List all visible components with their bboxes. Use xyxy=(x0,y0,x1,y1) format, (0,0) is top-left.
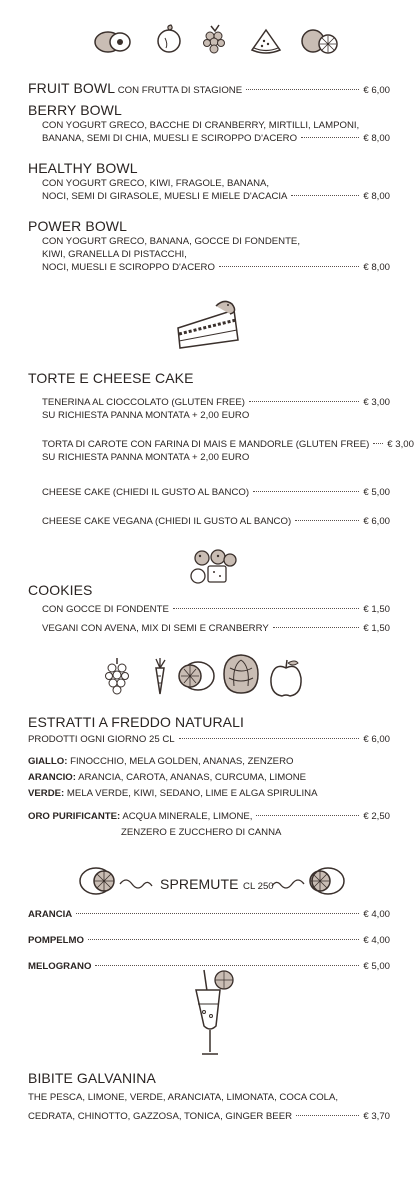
cake-item-3 xyxy=(28,486,390,499)
extracts-section xyxy=(28,714,390,839)
extracts-title: ESTRATTI A FREDDO NATURALI xyxy=(28,714,244,730)
cake-item-2 xyxy=(28,438,414,464)
fruit-bowl-name: FRUIT BOWL xyxy=(28,80,116,96)
cake-item-2-name: TORTA DI CAROTE CON FARINA DI MAIS E MANDORLE (GLUTEN FREE) xyxy=(42,439,370,450)
cookie-item-2-price: € 1,50 xyxy=(363,623,390,634)
cake-item-1-price: € 3,00 xyxy=(363,397,390,408)
lemon-left-icon xyxy=(76,864,156,898)
power-bowl-item xyxy=(28,218,390,274)
orange-icon xyxy=(300,26,340,56)
cake-item-1 xyxy=(28,396,390,422)
healthy-bowl-line1: CON YOGURT GRECO, KIWI, FRAGOLE, BANANA, xyxy=(42,178,270,189)
spremuta-item: ARANCIA € 4,00 xyxy=(28,909,390,920)
watermelon-icon xyxy=(250,28,282,54)
spremuta-item: MELOGRANO € 5,00 xyxy=(28,961,390,972)
cakes-section xyxy=(28,370,390,387)
cookies-section xyxy=(28,582,390,635)
extracts-daily-name: PRODOTTI OGNI GIORNO 25 CL xyxy=(28,734,175,745)
lemon-right-icon xyxy=(268,864,348,898)
berry-bowl-name: BERRY BOWL xyxy=(28,102,122,118)
spremuta-item: POMPELMO € 4,00 xyxy=(28,935,390,946)
spremute-list xyxy=(28,908,390,973)
extract-oro-price: € 2,50 xyxy=(363,811,390,822)
peach-icon xyxy=(156,24,182,54)
power-bowl-line2: KIWI, GRANELLA DI PISTACCHI, xyxy=(42,249,187,260)
cake-item-3-name: CHEESE CAKE (CHIEDI IL GUSTO AL BANCO) xyxy=(42,487,250,498)
cookies-title: COOKIES xyxy=(28,582,93,598)
spremute-title: SPREMUTE xyxy=(160,876,239,892)
extract-arancio: ARANCIO: ARANCIA, CAROTA, ANANAS, CURCUMA, LIMONE xyxy=(28,772,307,783)
cake-item-2-price: € 3,00 xyxy=(387,439,414,450)
raspberry-icon xyxy=(201,22,229,56)
spremute-unit: CL 250 xyxy=(243,881,274,892)
power-bowl-name: POWER BOWL xyxy=(28,218,128,234)
berry-bowl-price: € 8,00 xyxy=(363,133,390,144)
cake-slice-icon xyxy=(172,296,246,352)
power-bowl-line3: NOCI, MUESLI E SCIROPPO D'ACERO xyxy=(42,262,215,273)
galvanina-line1: THE PESCA, LIMONE, VERDE, ARANCIATA, LIMONATA, COCA COLA, xyxy=(28,1092,339,1103)
cake-item-2-note: SU RICHIESTA PANNA MONTATA + 2,00 EURO xyxy=(42,452,250,463)
cookie-item-1-name: CON GOCCE DI FONDENTE xyxy=(42,604,169,615)
healthy-bowl-item xyxy=(28,160,390,203)
healthy-bowl-line2: NOCI, SEMI DI GIRASOLE, MUESLI E MIELE D'ACACIA xyxy=(42,191,288,202)
cakes-title: TORTE E CHEESE CAKE xyxy=(28,370,194,386)
berry-bowl-line2: BANANA, SEMI DI CHIA, MUESLI E SCIROPPO D'ACERO xyxy=(42,133,298,144)
spremute-title-row xyxy=(160,876,274,894)
extract-oro-line2: ZENZERO E ZUCCHERO DI CANNA xyxy=(121,827,282,838)
cabbage-icon xyxy=(220,652,262,696)
cake-item-1-note: SU RICHIESTA PANNA MONTATA + 2,00 EURO xyxy=(42,410,250,421)
kiwi-icon xyxy=(94,30,132,54)
cookie-item-1-price: € 1,50 xyxy=(363,604,390,615)
cookie-item-2-name: VEGANI CON AVENA, MIX DI SEMI E CRANBERRY xyxy=(42,623,269,634)
carrot-icon xyxy=(148,658,172,696)
healthy-bowl-price: € 8,00 xyxy=(363,191,390,202)
galvanina-line2: CEDRATA, CHINOTTO, GAZZOSA, TONICA, GINGER BEER xyxy=(28,1111,293,1122)
power-bowl-price: € 8,00 xyxy=(363,262,390,273)
lemon-icon xyxy=(176,658,216,694)
extract-oro: ORO PURIFICANTE: ACQUA MINERALE, LIMONE, € 2,50 xyxy=(28,811,390,822)
fruit-bowl-desc: CON FRUTTA DI STAGIONE xyxy=(117,85,243,96)
galvanina-price: € 3,70 xyxy=(363,1111,390,1122)
power-bowl-line1: CON YOGURT GRECO, BANANA, GOCCE DI FONDENTE, xyxy=(42,236,301,247)
berry-bowl-item xyxy=(28,102,390,145)
juice-glass-icon xyxy=(186,968,236,1058)
cake-item-4 xyxy=(28,515,390,528)
fruit-bowl-item xyxy=(28,80,390,97)
extract-verde: VERDE: MELA VERDE, KIWI, SEDANO, LIME E ALGA SPIRULINA xyxy=(28,788,318,799)
cake-item-4-price: € 6,00 xyxy=(363,516,390,527)
grapes-icon xyxy=(104,656,130,696)
cake-item-1-name: TENERINA AL CIOCCOLATO (GLUTEN FREE) xyxy=(42,397,245,408)
fruit-bowl-price: € 6,00 xyxy=(363,85,390,96)
healthy-bowl-name: HEALTHY BOWL xyxy=(28,160,138,176)
galvanina-title: BIBITE GALVANINA xyxy=(28,1070,156,1086)
galvanina-section xyxy=(28,1070,390,1123)
apple-icon xyxy=(268,658,304,698)
extracts-daily-price: € 6,00 xyxy=(363,734,390,745)
cake-item-3-price: € 5,00 xyxy=(363,487,390,498)
cake-item-4-name: CHEESE CAKE VEGANA (CHIEDI IL GUSTO AL BANCO) xyxy=(42,516,292,527)
berry-bowl-line1: CON YOGURT GRECO, BACCHE DI CRANBERRY, MIRTILLI, LAMPONI, xyxy=(42,120,360,131)
extract-giallo: GIALLO: FINOCCHIO, MELA GOLDEN, ANANAS, ZENZERO xyxy=(28,756,294,767)
